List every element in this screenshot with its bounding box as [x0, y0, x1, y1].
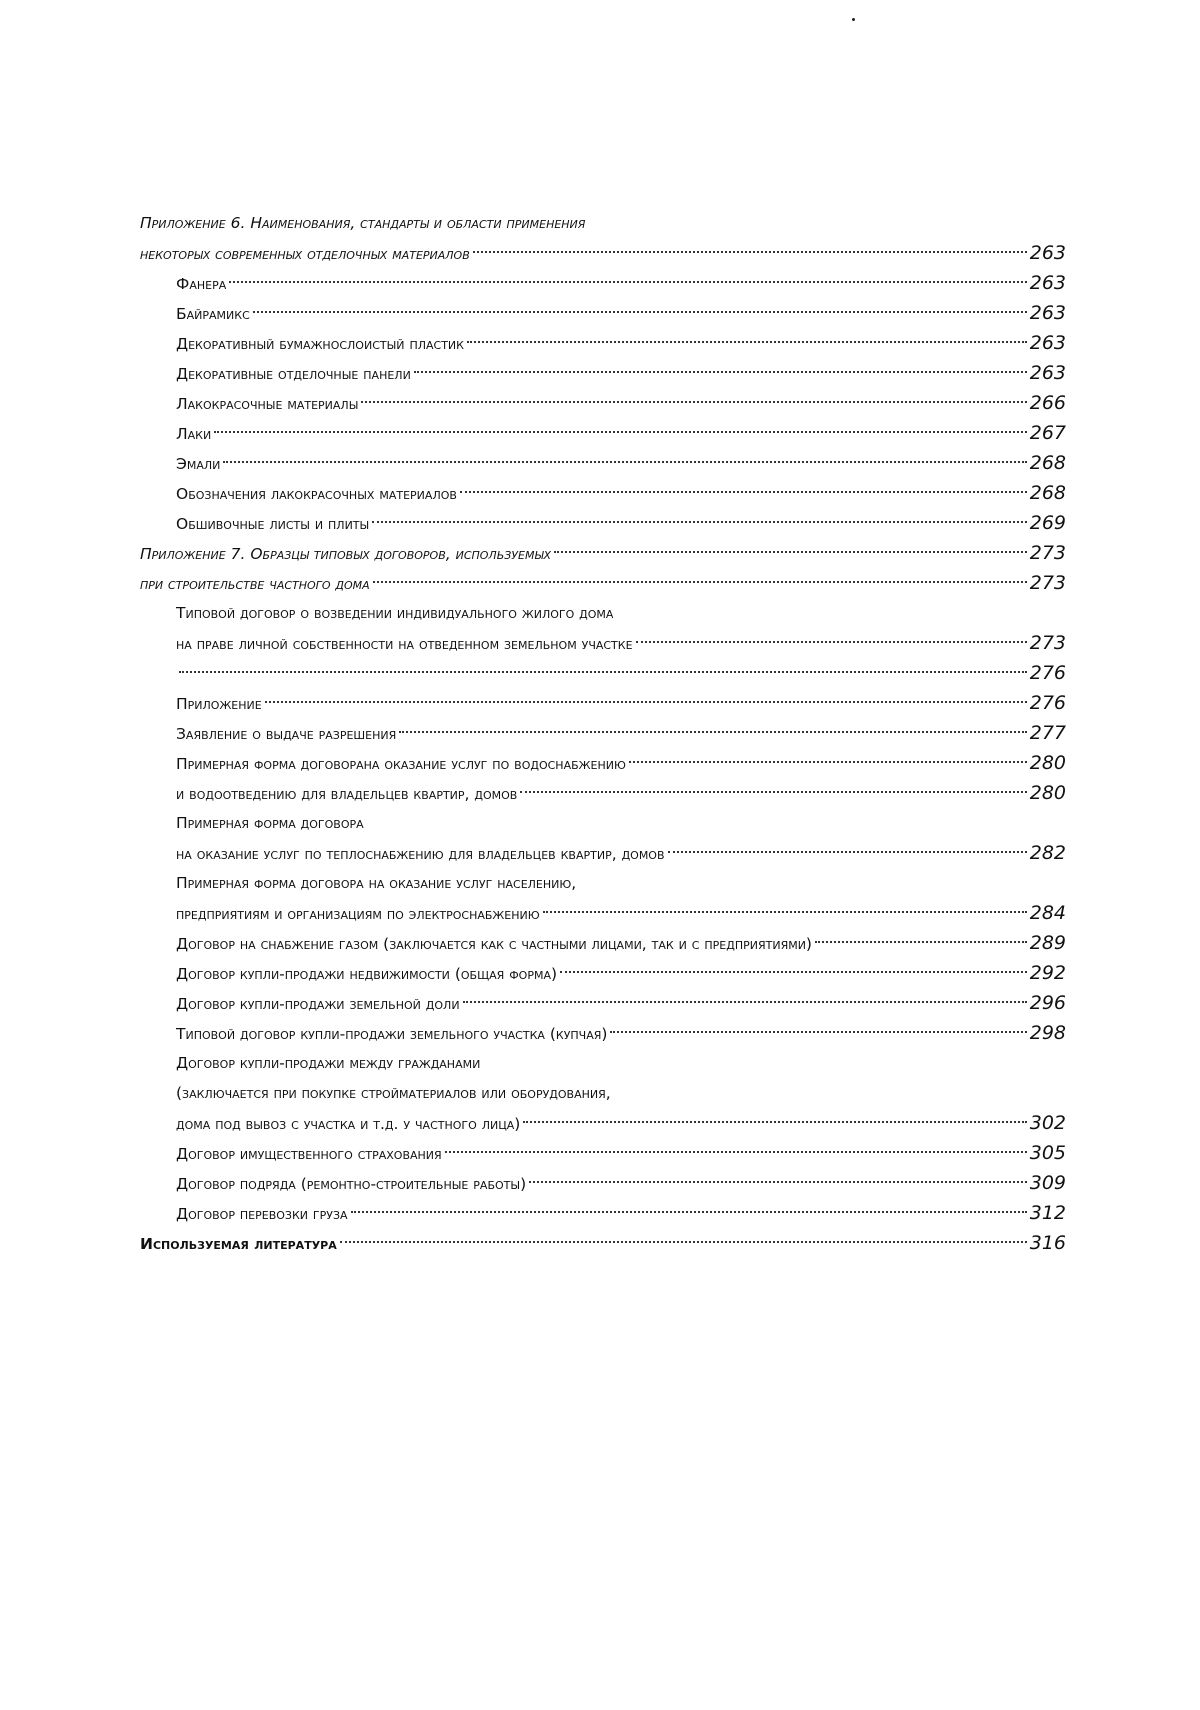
toc-entry-title: Используемая литература — [140, 1235, 337, 1253]
toc-entry-title: Лакокрасочные материалы — [176, 395, 359, 413]
toc-entry-title: Примерная форма договорана оказание услуг по водоснабжению — [176, 755, 626, 773]
dot-leader — [214, 431, 1027, 433]
dot-leader — [560, 971, 1027, 973]
toc-entry — [140, 718, 1066, 748]
dot-leader — [179, 671, 1027, 673]
toc-entry-page: 269 — [1029, 512, 1066, 534]
dot-leader — [361, 401, 1026, 403]
toc-entry — [140, 928, 1066, 958]
toc-entry-title: Примерная форма договора на оказание услуг населению, — [176, 874, 577, 892]
toc-entry-page: 305 — [1029, 1142, 1066, 1164]
toc-entry-page: 266 — [1029, 392, 1066, 414]
table-of-contents — [140, 208, 1066, 1258]
toc-entry — [140, 838, 1066, 868]
dot-leader — [399, 731, 1026, 733]
toc-entry — [140, 238, 1066, 268]
toc-entry — [140, 328, 1066, 358]
toc-entry — [140, 988, 1066, 1018]
toc-entry-title: Эмали — [176, 455, 221, 473]
toc-entry — [140, 808, 1066, 838]
dot-leader — [463, 1001, 1027, 1003]
dot-leader — [253, 311, 1027, 313]
dot-leader — [543, 911, 1027, 913]
toc-entry-title: Приложение 6. Наименования, стандарты и области применения — [140, 214, 586, 232]
toc-entry — [140, 508, 1066, 538]
toc-entry — [140, 658, 1066, 688]
dot-leader — [414, 371, 1027, 373]
toc-entry-page: 280 — [1029, 752, 1066, 774]
dot-leader — [554, 551, 1027, 553]
toc-entry — [140, 748, 1066, 778]
toc-entry-title: Декоративные отделочные панели — [176, 365, 411, 383]
toc-entry-title: Обшивочные листы и плиты — [176, 515, 370, 533]
toc-entry-page: 277 — [1029, 722, 1066, 744]
toc-entry — [140, 1108, 1066, 1138]
dot-leader — [636, 641, 1027, 643]
toc-entry — [140, 568, 1066, 598]
toc-entry-page: 282 — [1029, 842, 1066, 864]
toc-entry — [140, 1048, 1066, 1078]
dot-leader — [445, 1151, 1027, 1153]
toc-entry-title: Договор купли-продажи земельной доли — [176, 995, 460, 1013]
toc-entry-page: 267 — [1029, 422, 1066, 444]
dot-leader — [372, 521, 1027, 523]
toc-entry-page: 263 — [1029, 272, 1066, 294]
dot-leader — [473, 251, 1027, 253]
toc-entry-title: Договор перевозки груза — [176, 1205, 348, 1223]
toc-entry — [140, 778, 1066, 808]
toc-entry-title: Договор имущественного страхования — [176, 1145, 442, 1163]
toc-entry — [140, 268, 1066, 298]
toc-entry — [140, 898, 1066, 928]
toc-entry — [140, 1228, 1066, 1258]
dot-leader — [460, 491, 1027, 493]
toc-entry-title: Фанера — [176, 275, 227, 293]
toc-entry-title: дома под вывоз с участка и т.д. у частного лица) — [176, 1115, 521, 1133]
dot-leader — [467, 341, 1027, 343]
toc-entry-page: 263 — [1029, 362, 1066, 384]
dot-leader — [610, 1031, 1026, 1033]
toc-entry-page: 302 — [1029, 1112, 1066, 1134]
toc-entry-page: 273 — [1029, 542, 1066, 564]
toc-entry-title: Приложение 7. Образцы типовых договоров, используемых — [140, 545, 551, 563]
dot-leader — [340, 1241, 1027, 1243]
toc-entry — [140, 448, 1066, 478]
toc-entry-title: Типовой договор о возведении индивидуального жилого дома — [176, 604, 614, 622]
toc-entry-page: 309 — [1029, 1172, 1066, 1194]
toc-entry-title: Декоративный бумажнослоистый пластик — [176, 335, 464, 353]
dot-leader — [265, 701, 1027, 703]
toc-entry — [140, 208, 1066, 238]
toc-entry-title: Лаки — [176, 425, 212, 443]
toc-entry-title: Договор купли-продажи между гражданами — [176, 1054, 481, 1072]
toc-entry-title: Договор купли-продажи недвижимости (общая форма) — [176, 965, 558, 983]
toc-entry-page: 276 — [1029, 662, 1066, 684]
toc-entry-title: Типовой договор купли-продажи земельного участка (купчая) — [176, 1025, 608, 1043]
toc-entry-page: 316 — [1029, 1232, 1066, 1254]
toc-entry — [140, 1168, 1066, 1198]
toc-entry-page: 268 — [1029, 482, 1066, 504]
toc-entry-page: 296 — [1029, 992, 1066, 1014]
dot-leader — [229, 281, 1026, 283]
toc-entry-page: 284 — [1029, 902, 1066, 924]
dot-leader — [523, 1121, 1026, 1123]
toc-entry — [140, 358, 1066, 388]
dot-leader — [629, 761, 1027, 763]
toc-entry-title: предприятиям и организациям по электроснабжению — [176, 905, 540, 923]
toc-entry-page: 276 — [1029, 692, 1066, 714]
toc-entry-title: Договор подряда (ремонтно-строительные работы) — [176, 1175, 527, 1193]
scan-speck — [852, 18, 855, 21]
toc-entry-title: Примерная форма договора — [176, 814, 364, 832]
toc-entry — [140, 598, 1066, 628]
toc-entry-title: некоторых современных отделочных материалов — [140, 245, 470, 263]
toc-entry-title: Заявление о выдаче разрешения — [176, 725, 397, 743]
toc-entry-page: 263 — [1029, 302, 1066, 324]
toc-entry — [140, 868, 1066, 898]
toc-entry-page: 263 — [1029, 332, 1066, 354]
toc-entry-page: 292 — [1029, 962, 1066, 984]
toc-entry-title: при строительстве частного дома — [140, 575, 370, 593]
dot-leader — [373, 581, 1027, 583]
toc-entry-title: Приложение — [176, 695, 262, 713]
toc-entry-title: на оказание услуг по теплоснабжению для владельцев квартир, домов — [176, 845, 665, 863]
toc-entry — [140, 388, 1066, 418]
toc-entry-page: 312 — [1029, 1202, 1066, 1224]
toc-entry — [140, 1078, 1066, 1108]
toc-entry-title: и водоотведению для владельцев квартир, домов — [176, 785, 518, 803]
toc-entry-title: Договор на снабжение газом (заключается как с частными лицами, так и с предприятиями) — [176, 935, 812, 953]
toc-entry — [140, 958, 1066, 988]
toc-entry — [140, 418, 1066, 448]
toc-entry — [140, 628, 1066, 658]
toc-entry — [140, 1138, 1066, 1168]
toc-entry — [140, 1198, 1066, 1228]
toc-entry-title: на праве личной собственности на отведенном земельном участке — [176, 635, 633, 653]
toc-entry — [140, 298, 1066, 328]
toc-entry-page: 298 — [1029, 1022, 1066, 1044]
toc-entry-page: 263 — [1029, 242, 1066, 264]
dot-leader — [529, 1181, 1027, 1183]
toc-entry — [140, 1018, 1066, 1048]
toc-entry-page: 280 — [1029, 782, 1066, 804]
toc-entry — [140, 478, 1066, 508]
toc-entry-title: Обозначения лакокрасочных материалов — [176, 485, 457, 503]
toc-entry-page: 289 — [1029, 932, 1066, 954]
dot-leader — [223, 461, 1026, 463]
toc-entry-title: (заключается при покупке стройматериалов или оборудования, — [176, 1084, 611, 1102]
dot-leader — [668, 851, 1027, 853]
toc-entry-page: 273 — [1029, 632, 1066, 654]
toc-entry-title: Байрамикс — [176, 305, 250, 323]
toc-entry-page: 273 — [1029, 572, 1066, 594]
toc-entry-page: 268 — [1029, 452, 1066, 474]
dot-leader — [520, 791, 1026, 793]
dot-leader — [815, 941, 1027, 943]
dot-leader — [351, 1211, 1027, 1213]
toc-entry — [140, 688, 1066, 718]
toc-entry — [140, 538, 1066, 568]
